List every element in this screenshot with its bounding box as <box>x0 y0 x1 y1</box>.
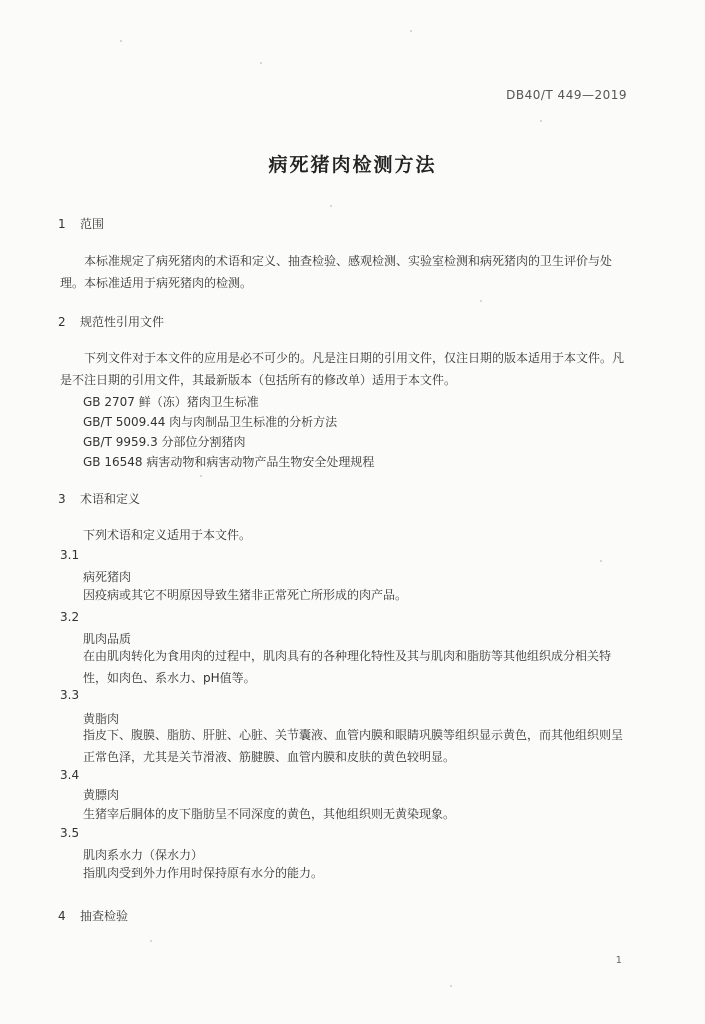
term-definition: 因疫病或其它不明原因导致生猪非正常死亡所形成的肉产品。 <box>83 588 408 602</box>
term-definition: 在由肌肉转化为食用肉的过程中，肌肉具有的各种理化特性及其与肌肉和脂肪等其他组织成分相关特性，如肉色、系水力、pH值等。 <box>83 649 612 685</box>
scan-speck <box>410 30 412 32</box>
section-1-heading <box>58 215 104 232</box>
scan-speck <box>120 40 122 42</box>
section-1-paragraph: 本标准规定了病死猪肉的术语和定义、抽查检验、感观检测、实验室检测和病死猪肉的卫生评价与处理。本标准适用于病死猪肉的检测。 <box>60 254 613 290</box>
term-name: 黄脂肉 <box>83 712 120 726</box>
section-2-paragraph: 下列文件对于本文件的应用是必不可少的。凡是注日期的引用文件，仅注日期的版本适用于本文件。凡是不注日期的引用文件，其最新版本（包括所有的修改单）适用于本文件。 <box>60 351 625 387</box>
page-number: 1 <box>615 955 622 966</box>
term-definition: 指皮下、腹膜、脂肪、肝脏、心脏、关节囊液、血管内膜和眼睛巩膜等组织显示黄色，而其他组织则呈正常色泽，尤其是关节滑液、筋腱膜、血管内膜和皮肤的黄色较明显。 <box>83 728 624 764</box>
scan-speck <box>600 560 602 562</box>
section-title: 抽查检验 <box>80 909 129 923</box>
term-number: 3.2 <box>60 610 80 624</box>
term-name: 黄膘肉 <box>83 788 120 802</box>
reference-item: GB 16548 病害动物和病害动物产品生物安全处理规程 <box>83 455 375 469</box>
standard-number: DB40/T 449—2019 <box>506 88 627 102</box>
section-title: 规范性引用文件 <box>80 315 165 329</box>
document-title: 病死猪肉检测方法 <box>268 154 437 176</box>
term-definition: 生猪宰后胴体的皮下脂肪呈不同深度的黄色，其他组织则无黄染现象。 <box>83 807 456 821</box>
section-number: 2 <box>58 315 66 329</box>
term-name: 肌肉系水力（保水力） <box>83 848 204 862</box>
section-3-intro: 下列术语和定义适用于本文件。 <box>83 528 252 542</box>
reference-item: GB/T 9959.3 分部位分割猪肉 <box>83 435 246 449</box>
term-number: 3.3 <box>60 688 80 702</box>
section-3-heading <box>58 490 140 507</box>
term-name: 病死猪肉 <box>83 570 132 584</box>
scan-speck <box>330 205 332 207</box>
reference-item: GB 2707 鲜（冻）猪肉卫生标准 <box>83 395 259 409</box>
reference-item: GB/T 5009.44 肉与肉制品卫生标准的分析方法 <box>83 415 338 429</box>
term-name: 肌肉品质 <box>83 632 132 646</box>
section-title: 范围 <box>80 217 105 231</box>
scan-speck <box>150 940 152 942</box>
scan-speck <box>450 985 452 987</box>
scan-speck <box>480 300 482 302</box>
scan-speck <box>540 120 542 122</box>
term-number: 3.4 <box>60 768 80 782</box>
scan-speck <box>200 475 202 477</box>
section-2-heading <box>58 313 164 330</box>
section-title: 术语和定义 <box>80 492 141 506</box>
term-definition: 指肌肉受到外力作用时保持原有水分的能力。 <box>83 866 324 880</box>
section-number: 3 <box>58 492 66 506</box>
section-number: 4 <box>58 909 66 923</box>
section-number: 1 <box>58 217 66 231</box>
section-4-heading <box>58 907 128 924</box>
term-number: 3.5 <box>60 826 80 840</box>
term-number: 3.1 <box>60 548 80 562</box>
scan-speck <box>260 62 262 64</box>
